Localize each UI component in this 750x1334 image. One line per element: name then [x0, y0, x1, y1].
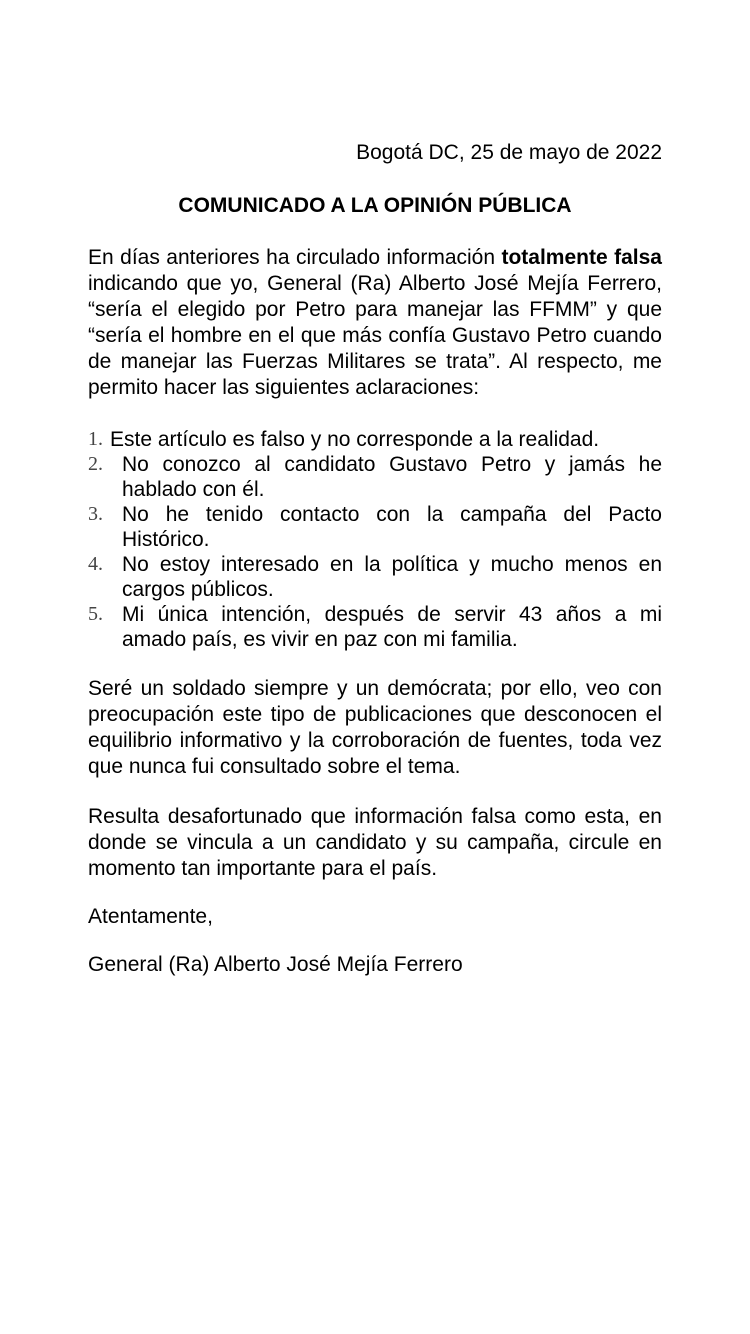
signature-name: General (Ra) Alberto José Mejía Ferrero [88, 953, 463, 976]
list-item-number: 4. [88, 553, 103, 575]
date-line: Bogotá DC, 25 de mayo de 2022 [356, 141, 662, 164]
statement-document [88, 138, 662, 978]
list-item [88, 427, 662, 452]
list-item-number: 3. [88, 503, 103, 525]
soldier-paragraph: Seré un soldado siempre y un demócrata; por ello, veo con preocupación este tipo de publicaciones que desconocen el equilibrio informativo y la corroboración de fuentes, toda vez que nunca fui consultado sobre el tema. [88, 677, 662, 778]
closing-salutation: Atentamente, [88, 905, 213, 928]
list-item [88, 502, 662, 552]
intro-text-start: En días anteriores ha circulado información [88, 246, 502, 269]
list-item [88, 602, 662, 652]
intro-emphasis: totalmente falsa [501, 246, 662, 269]
unfortunate-paragraph: Resulta desafortunado que información falsa como esta, en donde se vincula a un candidato y su campaña, circule en momento tan importante para el país. [88, 805, 662, 880]
document-title: COMUNICADO A LA OPINIÓN PÚBLICA [178, 194, 572, 217]
list-item-text: No conozco al candidato Gustavo Petro y jamás he hablado con él. [122, 453, 662, 501]
list-item-number: 2. [88, 453, 103, 475]
list-item-number: 1. [88, 428, 103, 450]
list-item-number: 5. [88, 603, 103, 625]
list-item-text: Mi única intención, después de servir 43 años a mi amado país, es vivir en paz con mi familia. [122, 603, 662, 651]
list-item [88, 552, 662, 602]
intro-paragraph [88, 245, 662, 401]
list-item-text: No estoy interesado en la política y mucho menos en cargos públicos. [122, 553, 662, 601]
list-item-text: No he tenido contacto con la campaña del Pacto Histórico. [122, 503, 662, 551]
list-item [88, 452, 662, 502]
clarifications-list [88, 427, 662, 652]
list-item-text: Este artículo es falso y no corresponde a la realidad. [110, 428, 600, 451]
intro-text-end: indicando que yo, General (Ra) Alberto José Mejía Ferrero, “sería el elegido por Petro para manejar las FFMM” y que “sería el hombre en el que más confía Gustavo Petro cuando de manejar las Fuerzas Militares se trata”. Al respecto, me permito hacer las siguientes aclaraciones: [88, 272, 662, 399]
